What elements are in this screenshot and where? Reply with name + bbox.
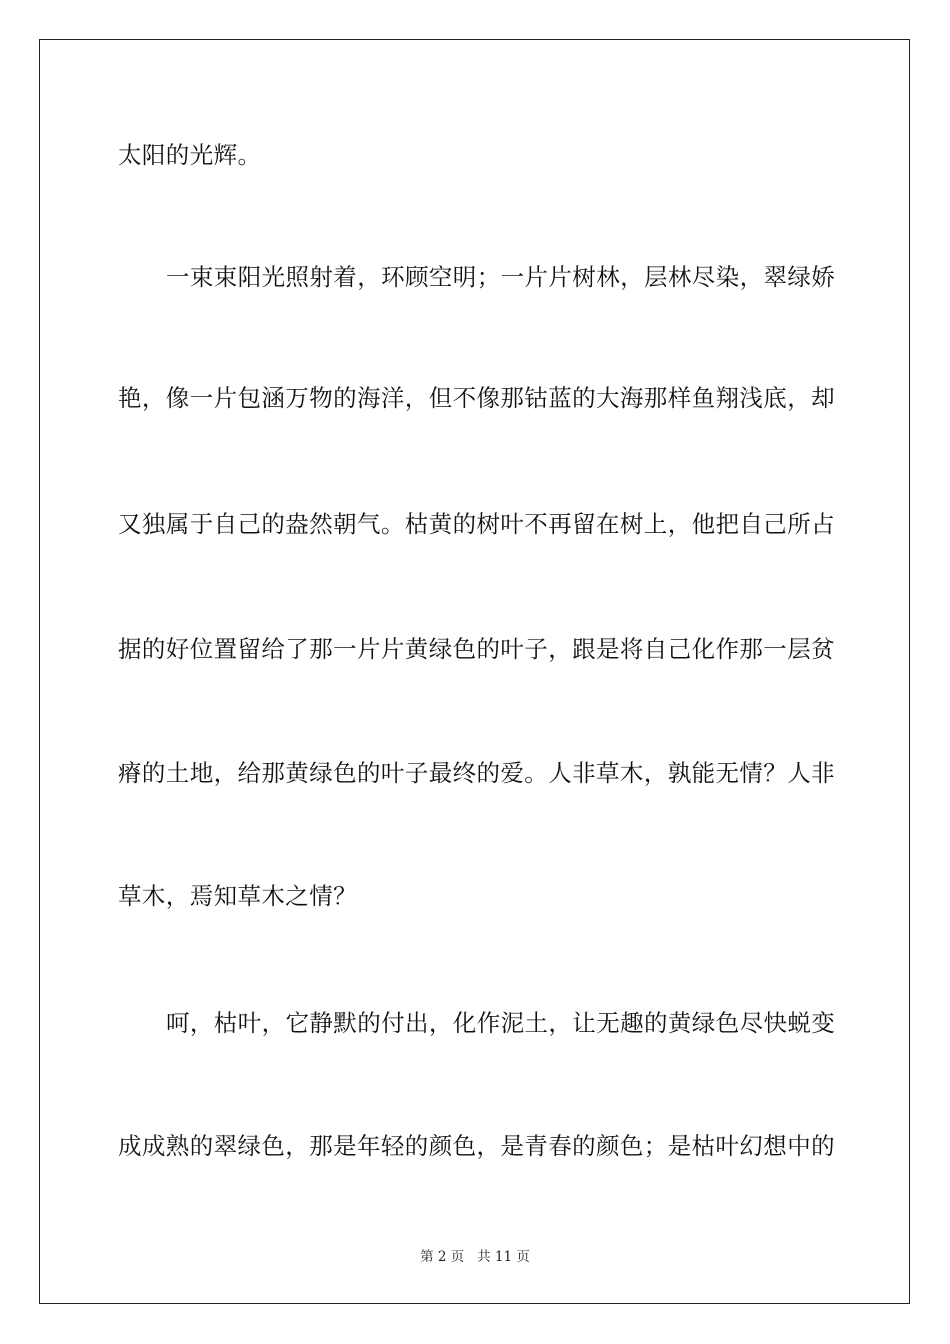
text-line: 又独属于自己的盎然朝气。枯黄的树叶不再留在树上，他把自己所占 (118, 510, 835, 538)
paragraph-start-line: 呵，枯叶，它静默的付出，化作泥土，让无趣的黄绿色尽快蜕变 (166, 1009, 836, 1037)
text-line: 成成熟的翠绿色，那是年轻的颜色，是青春的颜色；是枯叶幻想中的 (118, 1132, 835, 1160)
text-line: 据的好位置留给了那一片片黄绿色的叶子，跟是将自己化作那一层贫 (118, 635, 835, 663)
page-border (39, 39, 910, 1304)
page-number: 第 2 页 (420, 1249, 465, 1265)
text-line: 瘠的土地，给那黄绿色的叶子最终的爱。人非草木，孰能无情？人非 (118, 759, 835, 787)
text-line: 太阳的光辉。 (118, 141, 262, 169)
page-footer (0, 1248, 950, 1266)
text-line: 草木，焉知草木之情？ (118, 882, 357, 910)
page-total: 共 11 页 (477, 1249, 530, 1265)
text-line: 艳，像一片包涵万物的海洋，但不像那钴蓝的大海那样鱼翔浅底，却 (118, 384, 835, 412)
paragraph-start-line: 一束束阳光照射着，环顾空明；一片片树林，层林尽染，翠绿娇 (166, 263, 836, 291)
